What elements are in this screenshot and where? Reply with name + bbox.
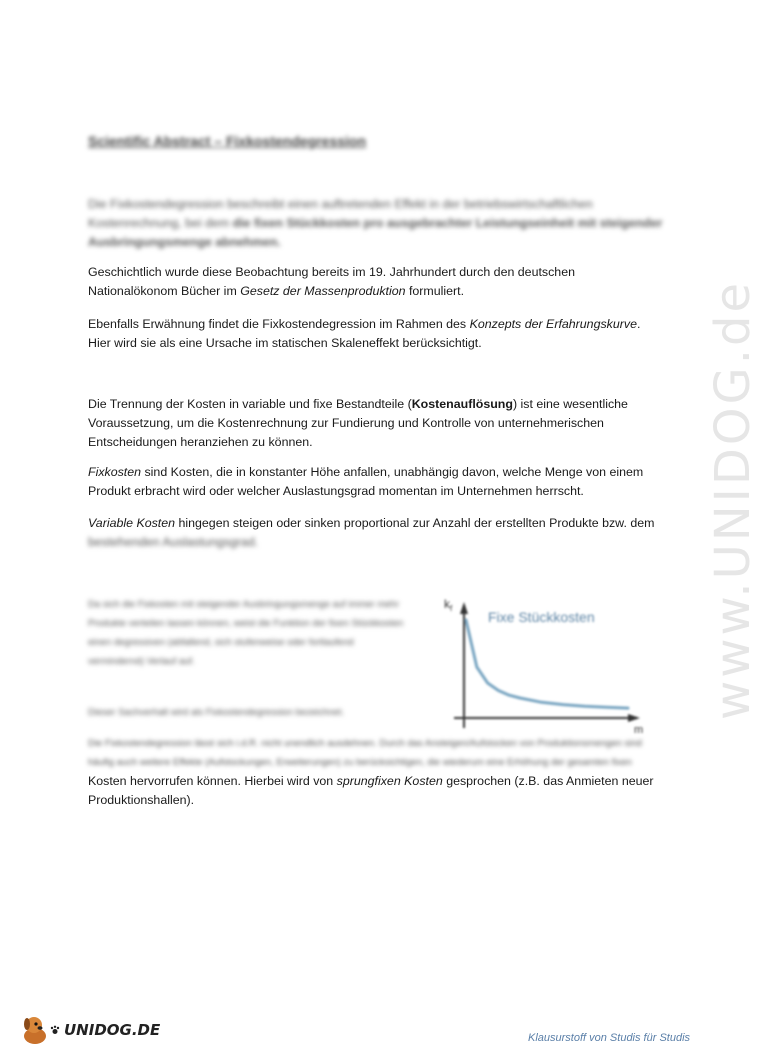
paragraph-cost-split-bold: Kostenauflösung — [411, 397, 513, 411]
chart-x-label: m — [634, 724, 644, 736]
document-title: Scientific Abstract – Fixkostendegression — [88, 133, 367, 149]
paragraph-cost-split — [88, 395, 663, 452]
paragraph-variable-costs-italic: Variable Kosten — [88, 516, 176, 530]
paragraph-limits-blurred: Die Fixkostendegression lässt sich i.d.R. nicht unendlich ausdehnen. Durch das Ansteigen/Aufstocken von Produktionsmengen sind häufig auch weitere Effekte (Aufstockungen, Erweiterungen) zu berücksichtigen, die wiederum eine Erhöhung der gesamten fixen — [88, 738, 642, 768]
unidog-logo — [20, 1012, 160, 1048]
paragraph-limits-visible — [88, 772, 663, 810]
paragraph-fixed-costs — [88, 463, 663, 501]
paragraph-intro — [88, 195, 663, 252]
paragraph-experience-end: . Hier wird sie als eine Ursache im statischen Skaleneffekt berücksichtigt. — [88, 317, 641, 350]
paragraph-intro-bold: die fixen Stückkosten pro ausgebrachter Leistungseinheit mit steigender Ausbringungsmenge abnehmen. — [88, 216, 663, 249]
paragraph-limits-end: gesprochen (z.B. das Anmieten neuer Produktionshallen). — [88, 774, 654, 807]
paragraph-history — [88, 263, 663, 301]
paragraph-history-italic: Gesetz der Massenproduktion — [240, 284, 406, 298]
paragraph-cost-split-text: Die Trennung der Kosten in variable und fixe Bestandteile ( — [88, 397, 412, 411]
chart-series-layer — [466, 620, 628, 708]
paragraph-fixed-costs-italic: Fixkosten — [88, 465, 142, 479]
paragraph-intro-text: Die Fixkostendegression beschreibt einen auftretenden Effekt in der betriebswirtschaftlichen Kostenrechnung, bei dem — [88, 197, 593, 230]
chart-title: Fixe Stückkosten — [488, 609, 595, 625]
watermark: www.UNIDOG.de — [705, 279, 761, 720]
fixed-unit-cost-chart — [436, 590, 648, 740]
paragraph-variable-costs-text: hingegen steigen oder sinken proportional zur Anzahl der erstellten Produkte bzw. dem — [178, 516, 655, 530]
paragraph-variable-costs — [88, 514, 663, 533]
paragraph-experience-italic: Konzepts der Erfahrungskurve — [469, 317, 637, 331]
paragraph-experience-curve — [88, 315, 663, 353]
chart-y-arrow — [460, 602, 468, 614]
paragraph-experience-text: Ebenfalls Erwähnung findet die Fixkostendegression im Rahmen des — [88, 317, 467, 331]
paragraph-limits-italic: sprungfixen Kosten — [336, 774, 443, 788]
chart-x-arrow — [628, 714, 640, 722]
chart-y-label: $k_f$ — [444, 597, 453, 613]
footer-tagline: Klausurstoff von Studis für Studis — [528, 1032, 691, 1044]
paragraph-history-text: Geschichtlich wurde diese Beobachtung bereits im 19. Jahrhundert durch den deutschen Nationalökonom Bücher im — [88, 265, 575, 298]
paragraph-limits — [88, 734, 663, 810]
paragraph-limits-text: Kosten hervorrufen können. Hierbei wird von — [88, 774, 334, 788]
paragraph-fixed-costs-text: sind Kosten, die in konstanter Höhe anfallen, unabhängig davon, welche Menge von einem Produkt erbracht wird oder welcher Auslastungsgrad momentan im Unternehmen herrscht. — [88, 465, 644, 498]
paragraph-history-end: formuliert. — [408, 284, 465, 298]
paragraph-cost-split-end: ) ist eine wesentliche Voraussetzung, um die Kostenrechnung zur Fundierung und Kontrolle von unternehmerischen Entscheidungen heranziehen zu können. — [88, 397, 628, 449]
chart-series-line — [466, 620, 628, 708]
paw-icon — [50, 1025, 60, 1035]
logo-text: UNIDOG.DE — [64, 1021, 161, 1039]
paragraph-variable-costs-blurred: bestehenden Auslastungsgrad. — [88, 535, 259, 549]
chart-svg — [436, 590, 648, 740]
paragraph-degression-name: Dieser Sachverhalt wird als Fixkostendegression bezeichnet. — [88, 707, 345, 718]
dog-icon — [20, 1014, 50, 1046]
paragraph-degression-left: Da sich die Fixkosten mit steigender Ausbringungsmenge auf immer mehr Produkte verteilen lassen können, weist die Funktion der fixen Stückkosten einen degressiven (abfallend, sich stufenweise oder fortlaufend vermindernd) Verlauf auf. — [88, 599, 404, 667]
